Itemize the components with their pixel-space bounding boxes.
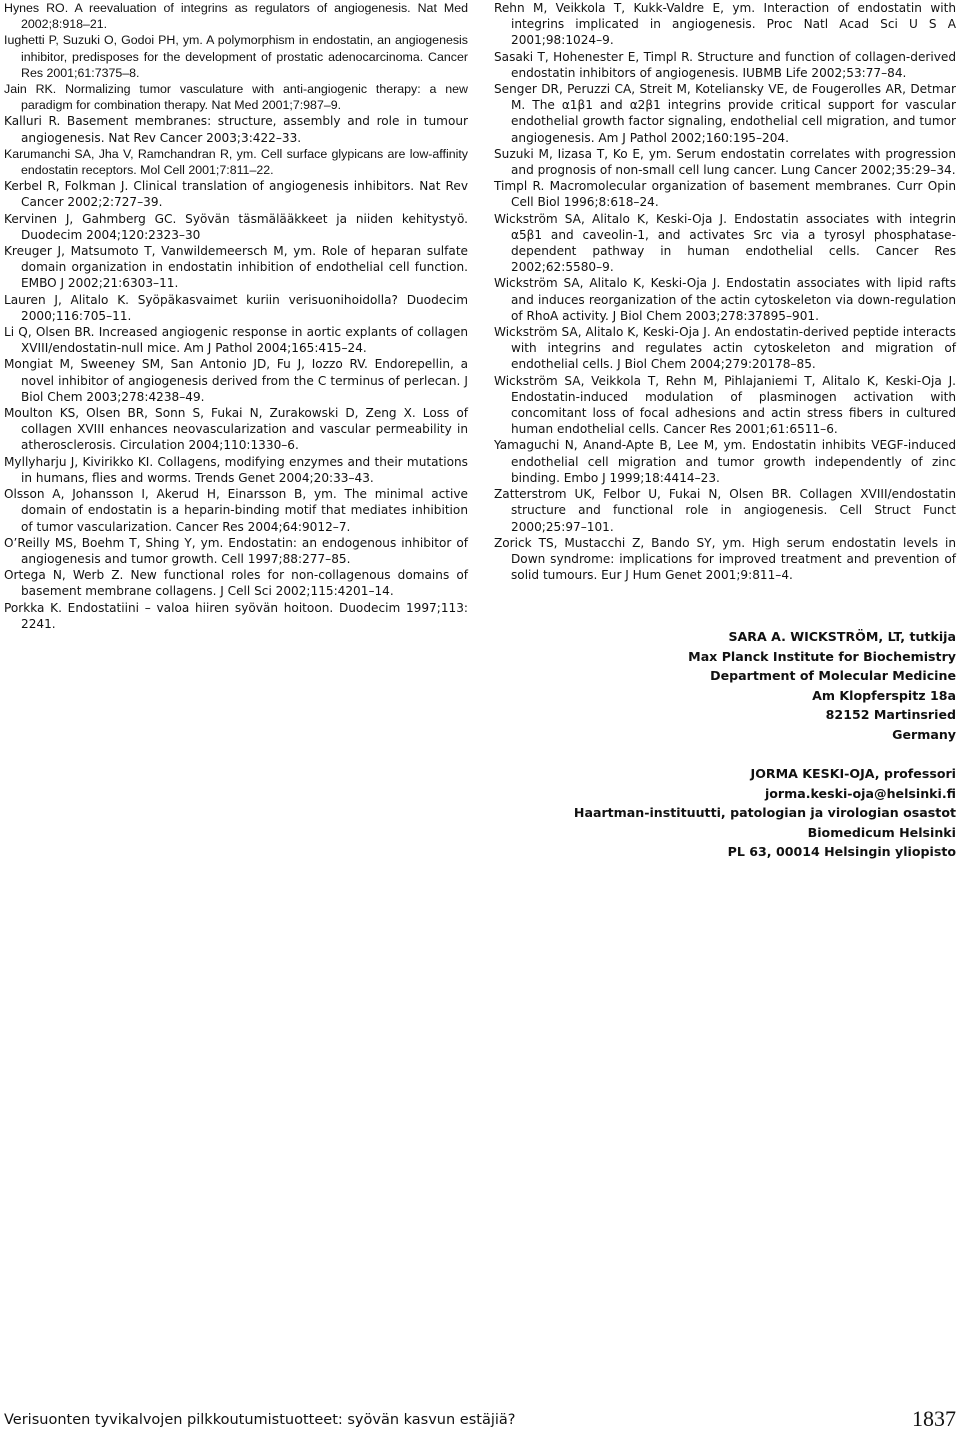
reference-item: Zatterstrom UK, Felbor U, Fukai N, Olsen BR. Collagen XVIII/endostatin structure and functional role in angiogenesis. Cell Struct Funct 2000;25:97–101.: [494, 487, 956, 534]
affiliation-line: Haartman-instituutti, patologian ja virologian osastot: [573, 805, 956, 820]
reference-item: Zorick TS, Mustacchi Z, Bando SY, ym. High serum endostatin levels in Down syndrome: implications for improved treatment and prevention of solid tumours. Eur J Hum Genet 2001;9:811–4.: [494, 535, 956, 583]
reference-item: Moulton KS, Olsen BR, Sonn S, Fukai N, Zurakowski D, Zeng X. Loss of collagen XVIII enhances neovascularization and vascular permeability in atherosclerosis. Circulation 2004;110:1330–6.: [4, 406, 468, 453]
reference-item: Wickström SA, Alitalo K, Keski-Oja J. Endostatin associates with lipid rafts and induces reorganization of the actin cytoskeleton via down-regulation of RhoA activity. J Biol Chem 2003;278:37895–901.: [494, 276, 956, 323]
reference-item: Iughetti P, Suzuki O, Godoi PH, ym. A polymorphism in endostatin, an angiogenesis inhibitor, predisposes for the development of prostatic adenocarcinoma. Cancer Res 2001;61:7375–8.: [4, 33, 468, 80]
reference-item: O’Reilly MS, Boehm T, Shing Y, ym. Endostatin: an endogenous inhibitor of angiogenesis and tumor growth. Cell 1997;88:277–85.: [4, 535, 468, 566]
reference-item: Lauren J, Alitalo K. Syöpäkasvaimet kuriin verisuonihoidolla? Duodecim 2000;116:705–11.: [4, 292, 468, 323]
reference-list: [4, 0, 468, 632]
reference-item: Hynes RO. A reevaluation of integrins as regulators of angiogenesis. Nat Med 2002;8:918–21.: [4, 1, 468, 32]
author-affiliation-block: [574, 764, 956, 862]
reference-item: Kerbel R, Folkman J. Clinical translation of angiogenesis inhibitors. Nat Rev Cancer 2002;2:727–39.: [4, 179, 468, 210]
reference-item: Kervinen J, Gahmberg GC. Syövän täsmälääkkeet ja niiden kehitystyö. Duodecim 2004;120:2323–30: [4, 211, 468, 242]
reference-item: Yamaguchi N, Anand-Apte B, Lee M, ym. Endostatin inhibits VEGF-induced endothelial cell migration and tumor growth independently of zinc binding. Embo J 1999;18:4414–23.: [494, 438, 956, 485]
author-name: JORMA KESKI-OJA, professori: [750, 766, 956, 781]
affiliation-line: PL 63, 00014 Helsingin yliopisto: [727, 844, 956, 859]
affiliation-line: Biomedicum Helsinki: [807, 824, 956, 840]
reference-item: Timpl R. Macromolecular organization of basement membranes. Curr Opin Cell Biol 1996;8:618–24.: [494, 179, 956, 210]
reference-item: Wickström SA, Veikkola T, Rehn M, Pihlajaniemi T, Alitalo K, Keski-Oja J. Endostatin-induced modulation of plasminogen activation with concomitant loss of focal adhesions and actin stress fibers in cultured human endothelial cells. Cancer Res 2001;61:6511–6.: [494, 373, 956, 437]
author-name: SARA A. WICKSTRÖM, LT, tutkija: [728, 629, 956, 644]
affiliation-line: Germany: [892, 726, 956, 742]
affiliation-line: Department of Molecular Medicine: [710, 668, 956, 683]
affiliation-line: 82152 Martinsried: [825, 707, 956, 722]
reference-item: Wickström SA, Alitalo K, Keski-Oja J. An endostatin-derived peptide interacts with integrins and regulates actin cytoskeleton and migration of endothelial cells. J Biol Chem 2004;279:20178–85.: [494, 325, 956, 372]
reference-item: Jain RK. Normalizing tumor vasculature with anti-angiogenic therapy: a new paradigm for combination therapy. Nat Med 2001;7:987–9.: [4, 82, 468, 113]
reference-item: Rehn M, Veikkola T, Kukk-Valdre E, ym. Interaction of endostatin with integrins implicated in angiogenesis. Proc Natl Acad Sci U S A 2001;98:1024–9.: [494, 1, 956, 48]
reference-list: [494, 0, 956, 583]
reference-item: Kalluri R. Basement membranes: structure, assembly and role in tumour angiogenesis. Nat Rev Cancer 2003;3:422–33.: [4, 114, 468, 145]
reference-item: Li Q, Olsen BR. Increased angiogenic response in aortic explants of collagen XVIII/endostatin-null mice. Am J Pathol 2004;165:415–24.: [4, 325, 468, 356]
reference-item: Olsson A, Johansson I, Akerud H, Einarsson B, ym. The minimal active domain of endostatin is a heparin-binding motif that mediates inhibition of tumor vascularization. Cancer Res 2004;64:9012–7.: [4, 487, 468, 534]
reference-column-right: [494, 0, 956, 583]
reference-item: Karumanchi SA, Jha V, Ramchandran R, ym. Cell surface glypicans are low-affinity endostatin receptors. Mol Cell 2001;7:811–22.: [4, 146, 468, 178]
reference-column-left: [4, 0, 468, 632]
affiliation-line: Max Planck Institute for Biochemistry: [688, 648, 956, 664]
reference-item: Sasaki T, Hohenester E, Timpl R. Structure and function of collagen-derived endostatin inhibitors of angiogenesis. IUBMB Life 2002;53:77–84.: [494, 49, 956, 80]
page-number: 1837: [912, 1406, 956, 1431]
reference-item: Suzuki M, Iizasa T, Ko E, ym. Serum endostatin correlates with progression and prognosis of non-small cell lung cancer. Lung Cancer 2002;35:29–34.: [494, 146, 956, 178]
reference-item: Senger DR, Peruzzi CA, Streit M, Koteliansky VE, de Fougerolles AR, Detmar M. The α1β1 and α2β1 integrins provide critical support for vascular endothelial growth factor signaling, endothelial cell migration, and tumor angiogenesis. Am J Pathol 2002;160:195–204.: [494, 82, 956, 145]
author-affiliation-block: [688, 627, 956, 744]
reference-item: Wickström SA, Alitalo K, Keski-Oja J. Endostatin associates with integrin α5β1 and caveolin-1, and activates Src via a tyrosyl phosphatase-dependent pathway in human endothelial cells. Cancer Res 2002;62:5580–9.: [494, 211, 956, 275]
running-footer-title: Verisuonten tyvikalvojen pilkkoutumistuotteet: syövän kasvun estäjiä?: [4, 1412, 516, 1428]
reference-item: Myllyharju J, Kivirikko KI. Collagens, modifying enzymes and their mutations in humans, flies and worms. Trends Genet 2004;20:33–43.: [4, 454, 468, 485]
reference-item: Mongiat M, Sweeney SM, San Antonio JD, Fu J, Iozzo RV. Endorepellin, a novel inhibitor of angiogenesis derived from the C terminus of perlecan. J Biol Chem 2003;278:4238–49.: [4, 357, 468, 404]
reference-item: Porkka K. Endostatiini – valoa hiiren syövän hoitoon. Duodecim 1997;113: 2241.: [4, 600, 468, 631]
author-email: jorma.keski-oja@helsinki.fi: [764, 785, 956, 801]
affiliation-line: Am Klopferspitz 18a: [812, 687, 956, 703]
reference-item: Kreuger J, Matsumoto T, Vanwildemeersch M, ym. Role of heparan sulfate domain organization in endostatin inhibition of endothelial cell function. EMBO J 2002;21:6303–11.: [4, 244, 468, 291]
reference-item: Ortega N, Werb Z. New functional roles for non-collagenous domains of basement membrane collagens. J Cell Sci 2002;115:4201–14.: [4, 568, 468, 599]
